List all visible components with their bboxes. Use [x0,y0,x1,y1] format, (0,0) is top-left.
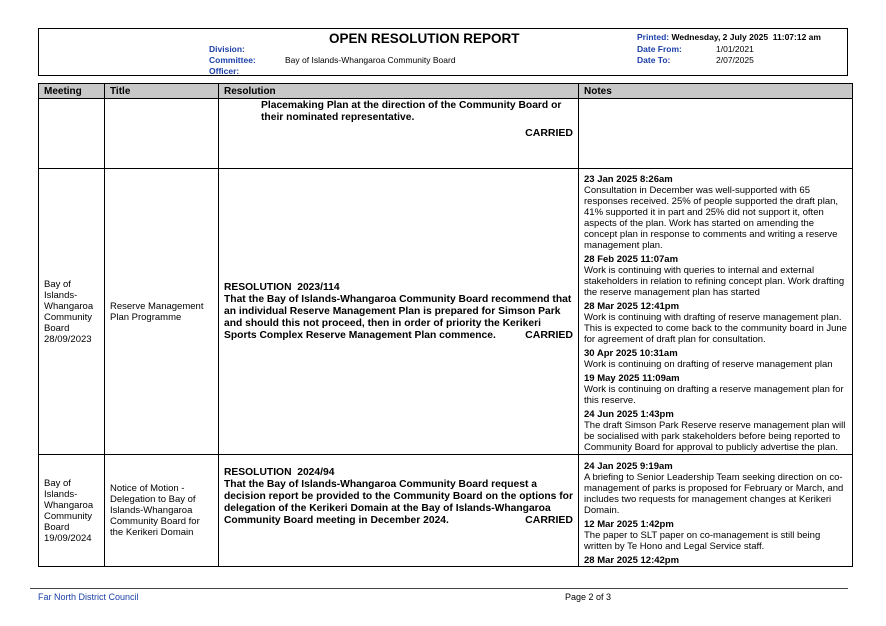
committee-label: Committee: [209,55,256,65]
resolution-cell [219,455,579,567]
printed-label: Printed: [637,32,670,42]
resolution-table [38,83,853,567]
footer-divider [30,588,848,589]
title-cell: Reserve Management Plan Programme [105,169,219,455]
note-date: 28 Mar 2025 12:42pm [584,555,680,566]
report-title: OPEN RESOLUTION REPORT [329,31,520,46]
date-from-label: Date From: [637,44,682,54]
note-date: 28 Mar 2025 12:41pm [584,301,680,312]
resolution-cell [219,169,579,455]
notes-cell [579,99,853,169]
note-text: Consultation in December was well-supported with 65 responses received. 25% of people supported the draft plan, 41% supported it in part and 25% did not support it, often aspects of the plan. Work has started on amending the concept plan in response to comments and writing a reserve management plan. [584,185,839,251]
note-date: 23 Jan 2025 8:26am [584,174,673,185]
note-date: 30 Apr 2025 10:31am [584,348,678,359]
resolution-cell [219,99,579,169]
resolution-heading: RESOLUTION 2024/94 [224,467,335,478]
note-text: The paper to SLT paper on co-management is still being written by Te Hono and Legal Service staff. [584,530,821,552]
note-date: 24 Jan 2025 9:19am [584,461,673,472]
date-from-value: 1/01/2021 [716,44,754,54]
table-row [39,99,853,169]
note-date: 24 Jun 2025 1:43pm [584,409,674,420]
status-carried: CARRIED [525,329,573,341]
table-row [39,169,853,455]
resolution-text: Placemaking Plan at the direction of the Community Board or their nominated representative. [261,100,562,123]
status-carried: CARRIED [525,127,573,139]
title-cell: Notice of Motion - Delegation to Bay of Islands-Whangaroa Community Board for the Kerikeri Domain [105,455,219,567]
col-meeting: Meeting [39,84,105,99]
meeting-cell: Bay of Islands-Whangaroa Community Board 28/09/2023 [39,169,105,455]
resolution-heading: RESOLUTION 2023/114 [224,282,340,293]
resolution-text: That the Bay of Islands-Whangaroa Community Board recommend that an individual Reserve Management Plan is prepared for Simson Park and should this not proceed, then in order of priority the Kerikeri Sports Complex Reserve Management Plan commence. [224,294,572,341]
printed-stamp [637,32,821,42]
title-cell [105,99,219,169]
note-text: Work is continuing on drafting of reserve management plan [584,359,833,370]
note-text: Work is continuing with queries to internal and external stakeholders in relation to refining concept plan. Work drafting the reserve management plan has started [584,265,845,298]
footer-org: Far North District Council [38,592,139,602]
notes-cell [579,169,853,455]
col-notes: Notes [579,84,853,99]
note-date: 12 Mar 2025 1:42pm [584,519,674,530]
meeting-cell: Bay of Islands-Whangaroa Community Board 19/09/2024 [39,455,105,567]
note-text: Work is continuing with drafting of reserve management plan. This is expected to come back to the community board in June for agreement of draft plan for consultation. [584,312,847,345]
note-text: The draft Simson Park Reserve reserve management plan will be socialised with park stakeholders before being reported to Community Board for approval to publicly advertise the plan. [584,420,846,453]
col-title: Title [105,84,219,99]
col-resolution: Resolution [219,84,579,99]
resolution-text: That the Bay of Islands-Whangaroa Community Board request a decision report be provided to the Community Board on the options for delegation of the Kerikeri Domain at the Bay of Islands-Whangaroa Community Board meeting in December 2024. [224,479,573,526]
note-date: 19 May 2025 11:09am [584,373,680,384]
date-to-value: 2/07/2025 [716,55,754,65]
note-text: A briefing to Senior Leadership Team seeking direction on co-management of parks is proposed for February or March, and includes two requests for management changes at Kerikeri Domain. [584,472,844,516]
division-label: Division: [209,44,245,54]
printed-value: Wednesday, 2 July 2025 11:07:12 am [671,32,821,42]
officer-label: Officer: [209,66,240,76]
table-header-row [39,84,853,99]
date-to-label: Date To: [637,55,671,65]
notes-cell [579,455,853,567]
report-header [38,28,848,76]
meeting-cell [39,99,105,169]
committee-value: Bay of Islands-Whangaroa Community Board [285,55,456,65]
table-row [39,455,853,567]
note-text: Work is continuing on drafting a reserve management plan for this reserve. [584,384,844,406]
status-carried: CARRIED [525,514,573,526]
note-date: 28 Feb 2025 11:07am [584,254,679,265]
page-number: Page 2 of 3 [565,592,612,602]
